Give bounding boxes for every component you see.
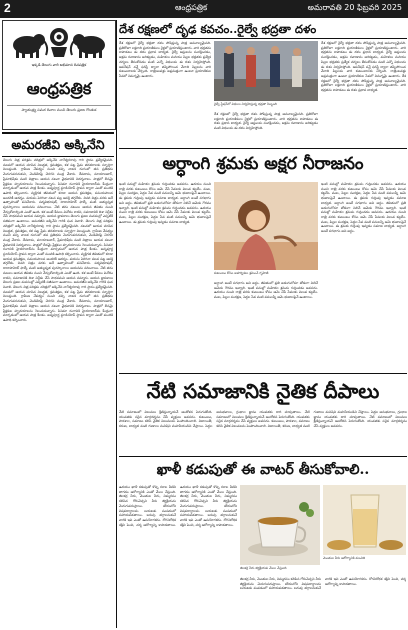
column-divider (116, 20, 117, 628)
masthead-subtitle: ఇక్కడి తెలుగు వారి అభిమాన దినపత్రిక (31, 63, 87, 67)
railway-photo-caption: రైల్వే స్టేషన్‌లో విధులు నిర్వహిస్తున్న భద్రతా సిబ్బంది (214, 102, 277, 106)
tea-photo-caption: జీలకర్ర నీరు జీర్ణక్రియకు మేలు చేస్తుంది (240, 566, 287, 570)
railway-article-body-left: దేశ రక్షణలో రైల్వే భద్రతా దళం పోషిస్తున్న పాత్ర అమూల్యమైనది. ప్రతిరోజూ లక్షలాది ప్రయాణికులు రైళ్లలో ప్రయాణిస్తుంటారు. వారి భద్రతను కాపాడటం ఈ దళం ప్రధాన బాధ్యత. రైల్వే ఆస్తులను సంరక్షించడం, అక్రమ రవాణాను అరికట్టడం, మహిళలు మరియు పిల్లల భద్రతకు ప్రత్యేక చర్యలు తీసుకోవడం వంటి ఎన్నో విధులను ఈ దళం నిర్వహిస్తోంది. ఆపరేషన్ నన్హే ఫరిస్తే ద్వారా తప్పిపోయిన వేలాది పిల్లలను వారి కుటుంబాలకు చేర్చింది. రాత్రింబవళ్లు అప్రమత్తంగా ఉంటూ ప్రయాణికుల సేవలో నిమగ్నమై ఉంటారు. (119, 41, 211, 78)
women-article-body-right: ఇంటి పనుల్లో మహిళల శ్రమను గుర్తించడం అవసరం. ఉదయం నుంచి రాత్రి వరకు కుటుంబం కోసం ఆమె చేసే సేవలకు విలువ కట్టలేం. వంట, పిల్లల సంరక్షణ, పెద్దల సేవ వంటి పనులన్నీ ఆమె భుజాలపైనే ఉంటాయి. ఈ శ్రమకు గుర్తింపు ఇవ్వడం సమాజ బాధ్యత. అర్ధాంగి అంటే సగభాగం అని అర్థం. జీవితంలో ప్రతి అడుగులోనూ తోడుగా నిలిచే ఆమెకు గౌరవం ఇవ్వాలి. ఇంటి పనుల్లో మహిళల శ్రమను గుర్తించడం అవసరం. ఉదయం నుంచి రాత్రి వరకు కుటుంబం కోసం ఆమె చేసే సేవలకు విలువ కట్టలేం. వంట, పిల్లల సంరక్షణ, పెద్దల సేవ వంటి పనులన్నీ ఆమె భుజాలపైనే ఉంటాయి. ఈ శ్రమకు గుర్తింపు ఇవ్వడం సమాజ బాధ్యత. అర్ధాంగి అంటే సగభాగం అని అర్థం. (321, 182, 406, 234)
section-divider (119, 373, 407, 374)
masthead-tagline: స్వాతంత్ర్య సమర దినాల నుంచి తెలుగు ప్రజల గొంతుక (7, 105, 111, 113)
railway-photo (214, 41, 318, 101)
page-number: 2 (4, 1, 11, 15)
women-article-title: అర్ధాంగి శ్రమకు అక్షర నీరాజనం (162, 154, 364, 174)
water-article-body: ఉదయం ఖాళీ కడుపుతో కొన్ని రకాల నీటిని తాగడం ఆరోగ్యానికి ఎంతో మేలు చేస్తుంది. జీలకర్ర నీరు, మెంతుల నీరు, నిమ్మరసం కలిపిన గోరువెచ్చని నీరు జీర్ణక్రియను మెరుగుపరుస్తాయి. శరీరంలోని విషపదార్థాలను బయటకు పంపడంలో సహాయపడతాయి. బరువు తగ్గాలనుకునే వారికి ఇవి ఎంతో ఉపయోగకరం. రోగనిరోధక శక్తిని పెంచి, చర్మ ఆరోగ్యాన్ని కాపాడతాయి. ఉదయం ఖాళీ కడుపుతో కొన్ని రకాల నీటిని తాగడం ఆరోగ్యానికి ఎంతో మేలు చేస్తుంది. జీలకర్ర నీరు, మెంతుల నీరు, నిమ్మరసం కలిపిన గోరువెచ్చని నీరు జీర్ణక్రియను మెరుగుపరుస్తాయి. శరీరంలోని విషపదార్థాలను బయటకు పంపడంలో సహాయపడతాయి. బరువు తగ్గాలనుకునే వారికి ఇవి ఎంతో ఉపయోగకరం. రోగనిరోధక శక్తిని పెంచి, చర్మ ఆరోగ్యాన్ని కాపాడతాయి. (119, 485, 237, 527)
section-divider (119, 456, 407, 457)
women-photo (214, 182, 318, 270)
society-article-body: నేటి సమాజంలో విలువలు క్షీణిస్తున్నాయనే ఆందోళన పెరుగుతోంది. యువతకు సరైన మార్గదర్శనం చేసే వ్యక్తులు అవసరం. కుటుంబం, పాఠశాల, సమాజం కలిసి నైతిక విలువలను పెంపొందించాలి. నిజాయితీ, కరుణ, బాధ్యత వంటి గుణాలు మనిషిని మహనీయుడిని చేస్తాయి. పెద్దల అనుభవాలు, గ్రంథాల జ్ఞానం యువతకు దారి చూపుతాయి. నేటి సమాజంలో విలువలు క్షీణిస్తున్నాయనే ఆందోళన పెరుగుతోంది. యువతకు సరైన మార్గదర్శనం చేసే వ్యక్తులు అవసరం. కుటుంబం, పాఠశాల, సమాజం కలిసి నైతిక విలువలను పెంపొందించాలి. నిజాయితీ, కరుణ, బాధ్యత వంటి గుణాలు మనిషిని మహనీయుడిని చేస్తాయి. పెద్దల అనుభవాలు, గ్రంథాల జ్ఞానం యువతకు దారి చూపుతాయి. నేటి సమాజంలో విలువలు క్షీణిస్తున్నాయనే ఆందోళన పెరుగుతోంది. యువతకు సరైన మార్గదర్శనం చేసే వ్యక్తులు అవసరం. (119, 410, 407, 429)
header-section: ఆంధ్రపత్రిక (175, 3, 208, 12)
tea-cup-photo (240, 485, 320, 565)
women-article-body-left: ఇంటి పనుల్లో మహిళల శ్రమను గుర్తించడం అవసరం. ఉదయం నుంచి రాత్రి వరకు కుటుంబం కోసం ఆమె చేసే సేవలకు విలువ కట్టలేం. వంట, పిల్లల సంరక్షణ, పెద్దల సేవ వంటి పనులన్నీ ఆమె భుజాలపైనే ఉంటాయి. ఈ శ్రమకు గుర్తింపు ఇవ్వడం సమాజ బాధ్యత. అర్ధాంగి అంటే సగభాగం అని అర్థం. జీవితంలో ప్రతి అడుగులోనూ తోడుగా నిలిచే ఆమెకు గౌరవం ఇవ్వాలి. ఇంటి పనుల్లో మహిళల శ్రమను గుర్తించడం అవసరం. ఉదయం నుంచి రాత్రి వరకు కుటుంబం కోసం ఆమె చేసే సేవలకు విలువ కట్టలేం. వంట, పిల్లల సంరక్షణ, పెద్దల సేవ వంటి పనులన్నీ ఆమె భుజాలపైనే ఉంటాయి. ఈ శ్రమకు గుర్తింపు ఇవ్వడం సమాజ బాధ్యత. (119, 182, 211, 224)
water-article-title: ఖాళీ కడుపుతో ఈ వాటర్ తీసుకోవాలి.. (156, 462, 370, 478)
women-photo-caption: కుటుంబం కోసం అహర్నిశలు శ్రమించే గృహిణి (214, 271, 269, 275)
elephant-emblem-icon (3, 23, 115, 61)
editorial-title: అమరజీవి అక్కినేని (2, 132, 114, 157)
page-header-bar (0, 0, 408, 18)
railway-article-body-right: దేశ రక్షణలో రైల్వే భద్రతా దళం పోషిస్తున్న పాత్ర అమూల్యమైనది. ప్రతిరోజూ లక్షలాది ప్రయాణికులు రైళ్లలో ప్రయాణిస్తుంటారు. వారి భద్రతను కాపాడటం ఈ దళం ప్రధాన బాధ్యత. రైల్వే ఆస్తులను సంరక్షించడం, అక్రమ రవాణాను అరికట్టడం, మహిళలు మరియు పిల్లల భద్రతకు ప్రత్యేక చర్యలు తీసుకోవడం వంటి ఎన్నో విధులను ఈ దళం నిర్వహిస్తోంది. ఆపరేషన్ నన్హే ఫరిస్తే ద్వారా తప్పిపోయిన వేలాది పిల్లలను వారి కుటుంబాలకు చేర్చింది. రాత్రింబవళ్లు అప్రమత్తంగా ఉంటూ ప్రయాణికుల సేవలో నిమగ్నమై ఉంటారు. దేశ రక్షణలో రైల్వే భద్రతా దళం పోషిస్తున్న పాత్ర అమూల్యమైనది. ప్రతిరోజూ లక్షలాది ప్రయాణికులు రైళ్లలో ప్రయాణిస్తుంటారు. వారి భద్రతను కాపాడటం ఈ దళం ప్రధాన బాధ్యత. (321, 41, 406, 93)
masthead (2, 20, 116, 130)
header-date: అమరావతి 20 ఫిబ్రవరి 2025 (307, 3, 402, 12)
water-article-body-right: జీలకర్ర నీరు, మెంతుల నీరు, నిమ్మరసం కలిపిన గోరువెచ్చని నీరు జీర్ణక్రియను మెరుగుపరుస్తాయి. శరీరంలోని విషపదార్థాలను బయటకు పంపడంలో సహాయపడతాయి. బరువు తగ్గాలనుకునే వారికి ఇవి ఎంతో ఉపయోగకరం. రోగనిరోధక శక్తిని పెంచి, చర్మ ఆరోగ్యాన్ని కాపాడతాయి. (240, 577, 406, 591)
women-article-body-mid: అర్ధాంగి అంటే సగభాగం అని అర్థం. జీవితంలో ప్రతి అడుగులోనూ తోడుగా నిలిచే ఆమెకు గౌరవం ఇవ్వాలి. ఇంటి పనుల్లో మహిళల శ్రమను గుర్తించడం అవసరం. ఉదయం నుంచి రాత్రి వరకు కుటుంబం కోసం ఆమె చేసే సేవలకు విలువ కట్టలేం. వంట, పిల్లల సంరక్షణ, పెద్దల సేవ వంటి పనులన్నీ ఆమె భుజాలపైనే ఉంటాయి. (214, 281, 318, 300)
editorial-body: తెలుగు చిత్ర పరిశ్రమ చరిత్రలో అక్కినేని నాగేశ్వరరావు గారి స్థానం ప్రత్యేకమైనది. నటనలో ఆయన చూపిన నిబద్ధత, క్రమశిక్షణ, కళ పట్ల ప్రేమ తరతరాలకు స్ఫూర్తిగా నిలుస్తుంది. గ్రామీణ నేపథ్యం నుంచి వచ్చి నాటక రంగంలో తన ప్రతిభను మెరుగుపరచుకుని, వెండితెరపై చెరగని ముద్ర వేశారు. దేవదాసు, మాయాబజార్, ప్రేమాభిషేకం వంటి చిత్రాలు ఆయన నటనా వైభవానికి నిదర్శనాలు. పాత్రలో లీనమై ప్రేక్షకుల హృదయాలను గెలుచుకున్నారు. సినిమా రంగానికి హైదరాబాద్‌ను కేంద్రంగా మార్చడంలో ఆయన పాత్ర కీలకం. అన్నపూర్ణ స్టూడియోస్ స్థాపన ద్వారా ఎంతో మందికి ఉపాధి కల్పించారు. వ్యక్తిగత జీవితంలో కూడా ఆయన క్రమశిక్షణ, సమయపాలన అందరికీ ఆదర్శం. వయసు పెరిగినా నటన పట్ల ఆసక్తి తగ్గలేదు. చివరి చిత్రం వరకు అదే ఉత్సాహంతో పనిచేశారు. పద్మవిభూషణ్, దాదాసాహెబ్ ఫాల్కే వంటి అత్యున్నత పురస్కారాలు ఆయనను వరించాయి. నేటి తరం నటులు ఆయన జీవితం నుంచి నేర్చుకోవాల్సింది ఎంతో ఉంది. కళ అంటే కేవలం వినోదం కాదని, సమాజానికి దిశా నిర్దేశం చేసే సాధనమని ఆయన నమ్మారు. ఆయన జ్ఞాపకాలు తెలుగు ప్రజల మనసుల్లో ఎప్పటికీ సజీవంగా ఉంటాయి. అమరజీవి అక్కినేని గారికి ఘన నివాళి. తెలుగు చిత్ర పరిశ్రమ చరిత్రలో అక్కినేని నాగేశ్వరరావు గారి స్థానం ప్రత్యేకమైనది. నటనలో ఆయన చూపిన నిబద్ధత, క్రమశిక్షణ, కళ పట్ల ప్రేమ తరతరాలకు స్ఫూర్తిగా నిలుస్తుంది. గ్రామీణ నేపథ్యం నుంచి వచ్చి నాటక రంగంలో తన ప్రతిభను మెరుగుపరచుకుని, వెండితెరపై చెరగని ముద్ర వేశారు. దేవదాసు, మాయాబజార్, ప్రేమాభిషేకం వంటి చిత్రాలు ఆయన నటనా వైభవానికి నిదర్శనాలు. పాత్రలో లీనమై ప్రేక్షకుల హృదయాలను గెలుచుకున్నారు. సినిమా రంగానికి హైదరాబాద్‌ను కేంద్రంగా మార్చడంలో ఆయన పాత్ర కీలకం. అన్నపూర్ణ స్టూడియోస్ స్థాపన ద్వారా ఎంతో మందికి ఉపాధి కల్పించారు. వ్యక్తిగత జీవితంలో కూడా ఆయన క్రమశిక్షణ, సమయపాలన అందరికీ ఆదర్శం. వయసు పెరిగినా నటన పట్ల ఆసక్తి తగ్గలేదు. చివరి చిత్రం వరకు అదే ఉత్సాహంతో పనిచేశారు. పద్మవిభూషణ్, దాదాసాహెబ్ ఫాల్కే వంటి అత్యున్నత పురస్కారాలు ఆయనను వరించాయి. నేటి తరం నటులు ఆయన జీవితం నుంచి నేర్చుకోవాల్సింది ఎంతో ఉంది. కళ అంటే కేవలం వినోదం కాదని, సమాజానికి దిశా నిర్దేశం చేసే సాధనమని ఆయన నమ్మారు. ఆయన జ్ఞాపకాలు తెలుగు ప్రజల మనసుల్లో ఎప్పటికీ సజీవంగా ఉంటాయి. అమరజీవి అక్కినేని గారికి ఘన నివాళి. తెలుగు చిత్ర పరిశ్రమ చరిత్రలో అక్కినేని నాగేశ్వరరావు గారి స్థానం ప్రత్యేకమైనది. నటనలో ఆయన చూపిన నిబద్ధత, క్రమశిక్షణ, కళ పట్ల ప్రేమ తరతరాలకు స్ఫూర్తిగా నిలుస్తుంది. గ్రామీణ నేపథ్యం నుంచి వచ్చి నాటక రంగంలో తన ప్రతిభను మెరుగుపరచుకుని, వెండితెరపై చెరగని ముద్ర వేశారు. దేవదాసు, మాయాబజార్, ప్రేమాభిషేకం వంటి చిత్రాలు ఆయన నటనా వైభవానికి నిదర్శనాలు. పాత్రలో లీనమై ప్రేక్షకుల హృదయాలను గెలుచుకున్నారు. సినిమా రంగానికి హైదరాబాద్‌ను కేంద్రంగా మార్చడంలో ఆయన పాత్ర కీలకం. అన్నపూర్ణ స్టూడియోస్ స్థాపన ద్వారా ఎంతో మందికి ఉపాధి కల్పించారు. (3, 158, 113, 322)
society-article-title: నేటి సమాజానికి నైతిక దీపాలు (146, 379, 380, 403)
railway-article-title: దేశ రక్షణలో దృఢ కవచం..రైల్వే భద్రతా దళం (119, 20, 407, 39)
fenugreek-photo-caption: మెంతుల నీరు ఆరోగ్యానికి మంచిది (323, 556, 366, 560)
section-divider (119, 148, 407, 149)
masthead-title: ఆంధ్రపత్రిక (26, 79, 92, 98)
railway-article-body-mid: దేశ రక్షణలో రైల్వే భద్రతా దళం పోషిస్తున్న పాత్ర అమూల్యమైనది. ప్రతిరోజూ లక్షలాది ప్రయాణికులు రైళ్లలో ప్రయాణిస్తుంటారు. వారి భద్రతను కాపాడటం ఈ దళం ప్రధాన బాధ్యత. రైల్వే ఆస్తులను సంరక్షించడం, అక్రమ రవాణాను అరికట్టడం వంటి విధులను ఈ దళం నిర్వహిస్తోంది. (214, 112, 318, 131)
fenugreek-water-photo (323, 485, 406, 555)
